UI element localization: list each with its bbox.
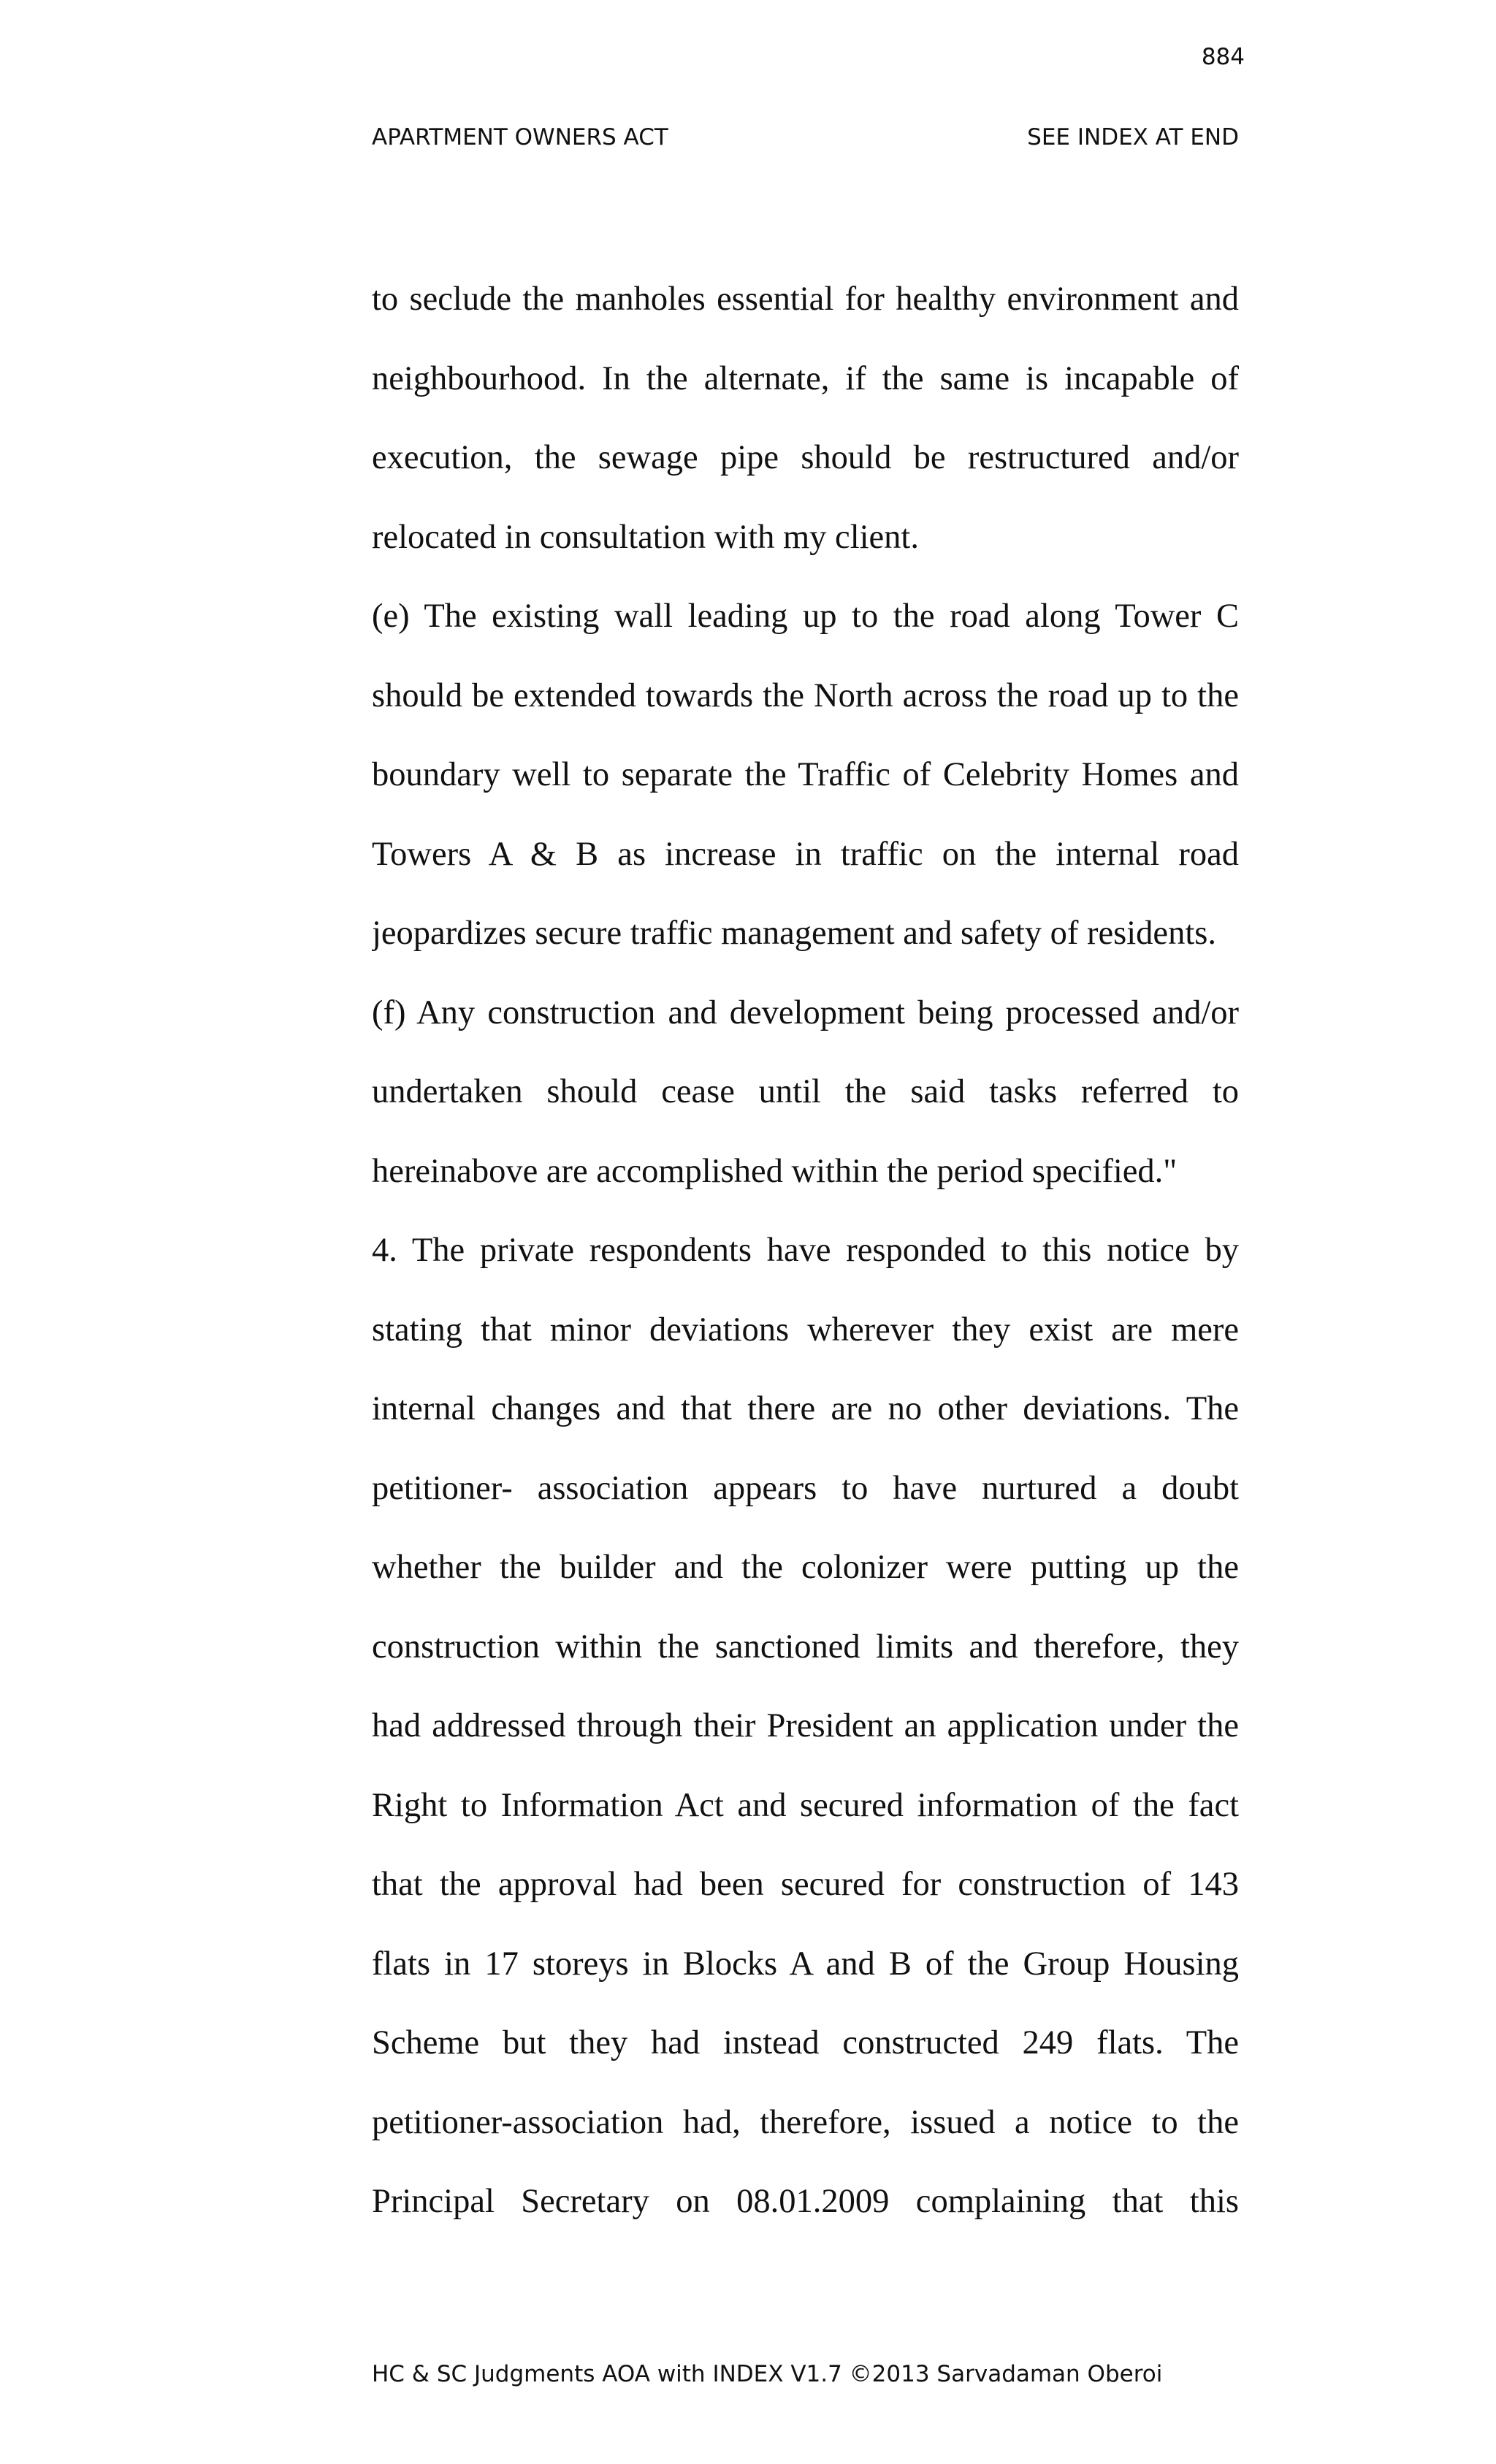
text-line: boundary well to separate the Traffic of Celebrity Homes and — [372, 756, 1239, 793]
page-number: 884 — [1201, 44, 1245, 70]
header-right-note: SEE INDEX AT END — [1027, 124, 1239, 150]
text-line: Scheme but they had instead constructed 249 flats. The — [372, 2024, 1239, 2061]
text-line: undertaken should cease until the said tasks referred to — [372, 1073, 1239, 1110]
header-left-title: APARTMENT OWNERS ACT — [372, 124, 668, 150]
text-line: hereinabove are accomplished within the period specified." — [372, 1152, 1178, 1190]
page-footer: HC & SC Judgments AOA with INDEX V1.7 ©2013 Sarvadaman Oberoi — [372, 2361, 1163, 2387]
text-line: Towers A & B as increase in traffic on the internal road — [372, 835, 1239, 873]
running-header — [372, 120, 1239, 155]
text-line: had addressed through their President an application under the — [372, 1707, 1239, 1744]
text-line: construction within the sanctioned limits and therefore, they — [372, 1628, 1239, 1666]
text-line: 4. The private respondents have responded to this notice by — [372, 1232, 1239, 1269]
text-line: relocated in consultation with my client. — [372, 518, 919, 556]
text-line: (f) Any construction and development being processed and/or — [372, 993, 1239, 1031]
text-line: petitioner- association appears to have nurtured a doubt — [372, 1469, 1239, 1507]
text-line: to seclude the manholes essential for healthy environment and — [372, 281, 1239, 318]
body-text — [372, 260, 1239, 2242]
text-line: Right to Information Act and secured information of the fact — [372, 1786, 1239, 1824]
text-line: petitioner-association had, therefore, issued a notice to the — [372, 2103, 1239, 2141]
text-line: internal changes and that there are no other deviations. The — [372, 1390, 1239, 1427]
text-line: execution, the sewage pipe should be restructured and/or — [372, 439, 1239, 476]
text-line: neighbourhood. In the alternate, if the same is incapable of — [372, 359, 1239, 397]
text-line: (e) The existing wall leading up to the road along Tower C — [372, 598, 1239, 635]
text-line: flats in 17 storeys in Blocks A and B of the Group Housing — [372, 1945, 1239, 1983]
text-line: jeopardizes secure traffic management and safety of residents. — [372, 915, 1216, 952]
text-line: stating that minor deviations wherever they exist are mere — [372, 1311, 1239, 1349]
text-line: that the approval had been secured for construction of 143 — [372, 1866, 1239, 1903]
text-line: Principal Secretary on 08.01.2009 complaining that this — [372, 2183, 1239, 2220]
text-line: should be extended towards the North across the road up to the — [372, 676, 1239, 714]
text-line: whether the builder and the colonizer were putting up the — [372, 1549, 1239, 1586]
